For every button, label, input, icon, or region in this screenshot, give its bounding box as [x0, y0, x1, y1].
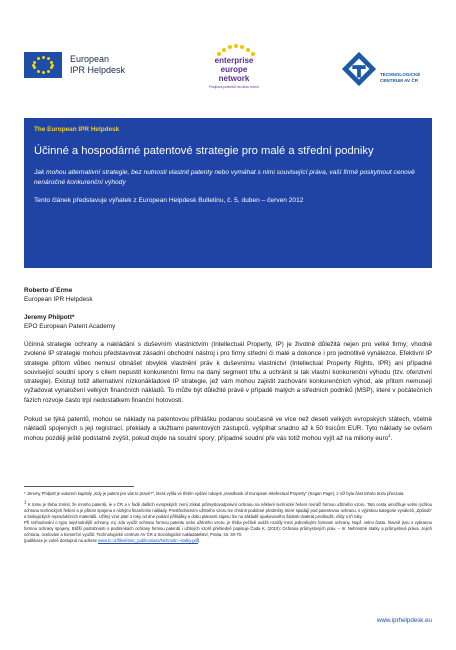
- author-entry: [24, 286, 432, 304]
- footnote-link-prefix: (publikace je volně dostupná na adrese: [24, 538, 99, 543]
- article-body: [24, 340, 432, 443]
- publication-link[interactable]: www.tc.cz/files/istec_publications/Nehmotn--statky.pdf: [98, 538, 199, 543]
- body-paragraph-end: .: [390, 434, 393, 442]
- stars-arc-icon: [209, 44, 259, 56]
- article-title: Účinné a hospodárné patentové strategie pro malé a střední podniky: [34, 145, 374, 157]
- footnote-1: [24, 499, 432, 520]
- author-name: Jeremy Philpott*: [24, 314, 75, 321]
- footnotes: [24, 486, 432, 544]
- footnote-number: 1: [24, 499, 27, 505]
- eu-logo-line1: European: [70, 54, 110, 64]
- author-org: EPO European Patent Academy: [24, 323, 116, 330]
- een-line1: enterprise: [214, 56, 254, 65]
- author-name: Roberto d´Erme: [24, 287, 73, 294]
- author-entry: [24, 313, 432, 331]
- title-banner: [24, 118, 432, 268]
- een-line3: network: [218, 74, 250, 83]
- tc-emblem-icon: [340, 50, 378, 88]
- tc-line2: CENTRUM AV ČR: [380, 78, 419, 83]
- footnote-1-text: K tomu je třeba zmínit, že mnoho patentů, ie v ČR a v řadě dalších evropských zemí získat průmyslovodprávní ochranu na některé technické řešení rovněž formou užitného vzoru. Tato cesta umožňuje velmi rychlou ochranu technických řešení a je přitom spojena s nízkými finančními náklady. Prostřednictvím užitného vzoru lze chránit podobné předměty, které spadají pod patentovou ochranu, s výjimkou kategorie vynálezů „Způsob“ a biologických reprodukčních materiálů. Užitný vzor platí 4 roky od dne podání přihlášky a dobu platnosti zápisu lze na základě opakovaného žádosti dvakrát prodloužit, vždy o tři roky.: [24, 502, 432, 519]
- logo-row: [24, 44, 432, 94]
- eu-flag-icon: [24, 52, 62, 78]
- banner-kicker: The European IPR Helpdesk: [34, 126, 120, 133]
- een-tagline: Podpora podniků na obou trzích: [209, 85, 259, 89]
- body-paragraph-text: Pokud se týká patentů, mohou se náklady na patentovou přihlášku podanou současně ve více než deseti velkých evropských státech, včetně nákladů spojených s její registrací, překlady a službami patentových zástupců, vyšplhat snadno až k 50 tisícům EUR. Tyto náklady se ovšem mohou později ještě podstatně zvýšit, pokud dojde na soudní spory; případné soudní pře vás totiž mohou vyjít až na miliony euro: [24, 416, 432, 442]
- authors: [24, 286, 432, 331]
- tc-line1: TECHNOLOGICKÉ: [380, 72, 421, 77]
- een-line2: europe: [220, 65, 248, 74]
- body-paragraph: [24, 415, 432, 443]
- technologicke-centrum-logo: [340, 44, 432, 96]
- article-lead: Jak mohou alternativní strategie, bez nutnosti vlastnit patenty nebo vymáhat s nimi související práva, vaší firmě poskytnout cenově nenáročné konkurenční výhody: [34, 169, 415, 186]
- body-paragraph: Účinná strategie ochrany a nakládání s duševním vlastnictvím (Intellectual Property, IP) je životně důležitá nejen pro velké firmy; vhodně zvolené IP strategie mohou představovat zásadní obchodní nástroj i pro firmy střední či malé a dokonce i pro jednotlivé vynálezce. Efektivní IP strategie přitom vůbec nemusí obnášet obvyklé vlastnění práv k duševnímu vlastnictví (Intellectual Property Rights, IPR) ani případné související soudní spory s cílem nepustit konkurenční firmu na daný segment trhu a uchránit si tak vlastní konkurenční výhodu (tzv. ofenzivní strategie). Existují totiž alternativní nízkonákladové IP strategie, jež vám mohou zajistit zachování konkurenčních výhod, ale přitom nemusejí vyžadovat vynaložení velkých finančních nákladů. To může být důležité právě v případě malých a středních podniků (MSP), které v počátečních fázích rozvoje často trpí nedostatkem finanční hotovosti.: [24, 341, 432, 404]
- footnote-1-link-line: [24, 538, 432, 544]
- footnote-1-continued: Při rozhodování o typu nejvhodnější ochrany, mj. zda využít ochranu formou patentu nebo užitného vzoru, je třeba pečlivě uvážit rozdíly mezi jednotlivými formami ochrany. Např. velmi často, hlavně jsou s vybranou formou ochrany spojeny. Bližší podrobnosti o podmínkách ochrany formou patentů i užitných vzorů přehledně popisuje Čada K. (2010): Ochrana průmyslových práv. – In: Nehmotné statky a průmyslová práva. Jejich ochrana, ocelování a komerční využití. Technologické centrum AV ČR a Sociologické nakladatelství, Praha, str. 30-70.: [24, 520, 432, 537]
- author-org: European IPR Helpdesk: [24, 296, 93, 303]
- eu-logo-line2: IPR Helpdesk: [70, 65, 126, 75]
- european-ipr-helpdesk-logo: [24, 52, 125, 78]
- article-source-note: Tento článek představuje výňatek z European Helpdesk Bulletinu, č. 5, duben – červen 2012: [34, 197, 304, 204]
- footnote-ref[interactable]: 1: [388, 432, 391, 438]
- footnote-divider: [24, 486, 134, 487]
- footnote-star: * Jeremy Philpott je autorem kapitoly „Kdy je patent pro vás to pravé?“, která vyšla ve třetím vydání rukojeti „Handbook of European Intellectual Property“ (Kogan Page), z níž byla část tohoto textu převzata.: [24, 491, 405, 496]
- footnote-link-suffix: ).: [198, 538, 201, 543]
- website-link[interactable]: www.iprhelpdesk.eu: [376, 617, 432, 624]
- enterprise-europe-network-logo: [199, 44, 269, 89]
